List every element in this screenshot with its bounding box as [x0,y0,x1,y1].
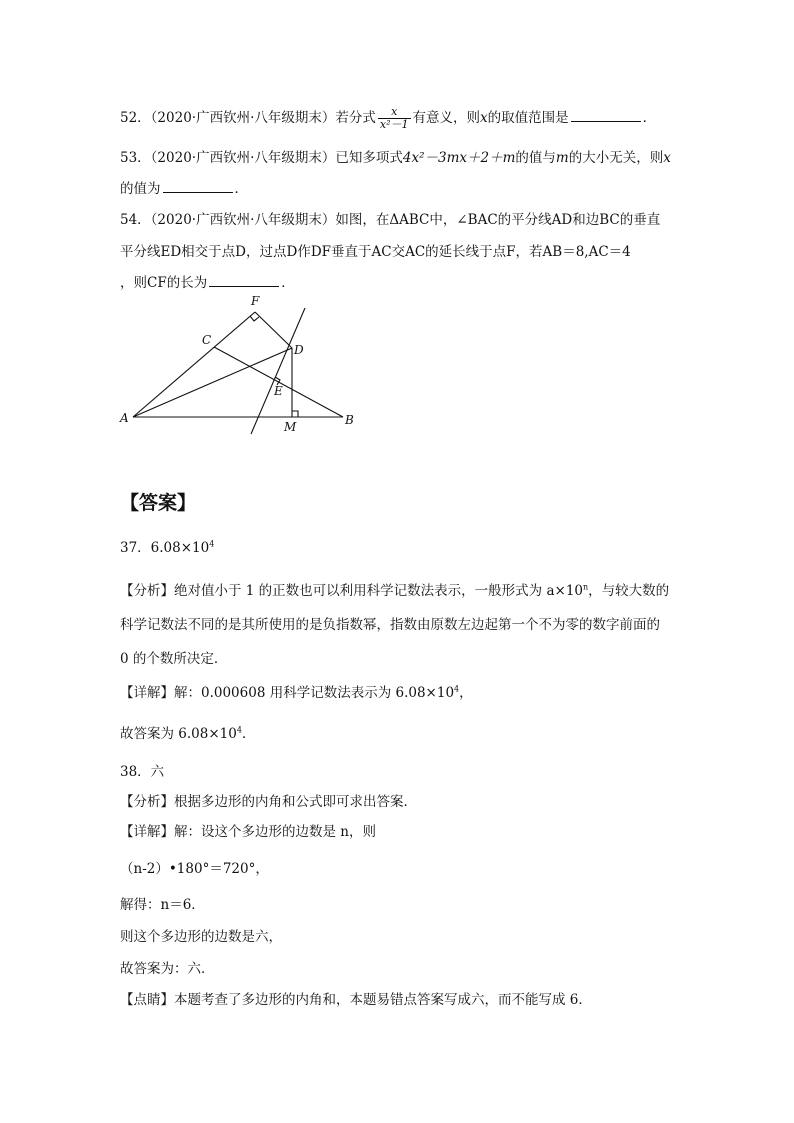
q53-var-x: x [663,150,671,166]
q53-var-m: m [555,150,569,166]
q52-frac-numerator: x [378,106,411,119]
q53-end: ． [234,181,248,197]
label-D: D [294,343,304,357]
answer-37-detail-2 [120,722,255,742]
a38-analysis: 根据多边形的内角和公式即可求出答案． [174,794,417,810]
answer-37-detail-1 [120,681,473,701]
a37-title-text: 37．6.08×10 [120,540,210,556]
answer-38-detail-4: 则这个多边形的边数是六， [120,929,282,945]
answer-38-comment [120,988,592,1008]
q52-fraction [378,106,411,131]
right-angle-mark-F [250,316,259,321]
answer-38-detail-1 [120,820,376,840]
a37-title-sup: 4 [209,539,215,549]
q54-end: ． [281,275,295,291]
question-54-line1: 54．（2020·广西钦州·八年级期末）如图，在ΔABC中，∠BAC的平分线AD和边BC的垂直 [120,212,661,228]
a38-detail-1: 解：设这个多边形的边数是 n，则 [174,824,376,840]
answer-38-detail-2: （n-2）•180°＝720°， [120,861,269,877]
q52-suffix: 有意义，则 [412,110,480,126]
answers-heading: 【答案】 [120,492,197,514]
answer-37-title [120,536,214,556]
label-A: A [120,411,129,425]
segment-AD [133,348,292,417]
q52-answer-blank [571,109,641,122]
right-angle-mark-M [292,411,298,417]
q53-mid: 的值与 [515,150,556,166]
q53-polynomial: 4x²－3mx＋2＋m [402,150,516,166]
q52-var: x [480,110,488,126]
question-53-line2 [120,177,248,197]
label-F: F [251,294,260,308]
a37-detail-2-tail: ． [241,726,256,742]
a37-detail-1-sup: 4 [454,684,460,694]
a37-analysis-sup: n [583,582,589,592]
a38-comment: 本题考查了多边形的内角和，本题易错点答案写成六，而不能写成 6． [174,992,592,1008]
q52-end: ． [642,110,657,126]
q52-suffix2: 的取值范围是 [487,110,569,126]
q54-line3-prefix: ，则CF的长为 [120,275,208,291]
a37-analysis-1: 绝对值小于 1 的正数也可以利用科学记数法表示，一般形式为 a×10 [174,583,584,599]
a37-detail-1-tail: ， [459,685,473,701]
label-M: M [284,420,297,434]
q53-line2: 的值为 [120,181,161,197]
q52-prefix: 52．（2020·广西钦州·八年级期末）若分式 [120,110,376,126]
answer-37-analysis-2: 科学记数法不同的是其所使用的是负指数幂，指数由原数左边起第一个不为零的数字前面的 [120,617,660,633]
detail-tag: 【详解】 [120,685,174,701]
a37-analysis-1-tail: ，与较大数的 [588,583,670,599]
question-54-line3 [120,271,295,291]
a37-detail-1: 解：0.000608 用科学记数法表示为 6.08×10 [174,685,455,701]
segment-AF [133,312,255,417]
analysis-tag: 【分析】 [120,794,174,810]
geometry-figure [115,290,375,440]
q53-answer-blank [163,180,233,193]
segment-FD [255,312,292,348]
answer-38-detail-3: 解得：n＝6． [120,897,205,913]
answer-38-detail-5: 故答案为：六． [120,961,215,977]
q53-suffix: 的大小无关，则 [568,150,664,166]
q52-frac-denominator: x²－1 [379,118,409,131]
question-52 [120,106,656,131]
answer-38-title: 38．六 [120,764,165,780]
detail-tag: 【详解】 [120,824,174,840]
a37-detail-2: 故答案为 6.08×10 [120,726,237,742]
q54-answer-blank [209,274,279,287]
label-E: E [274,384,283,398]
label-C: C [202,333,212,347]
comment-tag: 【点睛】 [120,992,174,1008]
question-53-line1 [120,146,671,166]
analysis-tag: 【分析】 [120,583,174,599]
answer-37-analysis-1 [120,579,669,599]
q53-prefix: 53．（2020·广西钦州·八年级期末）已知多项式 [120,150,403,166]
a37-detail-2-sup: 4 [236,725,242,735]
answer-37-analysis-3: 0 的个数所决定． [120,651,228,667]
label-B: B [345,413,354,427]
answer-38-analysis [120,790,417,810]
question-54-line2: 平分线ED相交于点D，过点D作DF垂直于AC交AC的延长线于点F，若AB＝8,AC＝4 [120,244,631,260]
